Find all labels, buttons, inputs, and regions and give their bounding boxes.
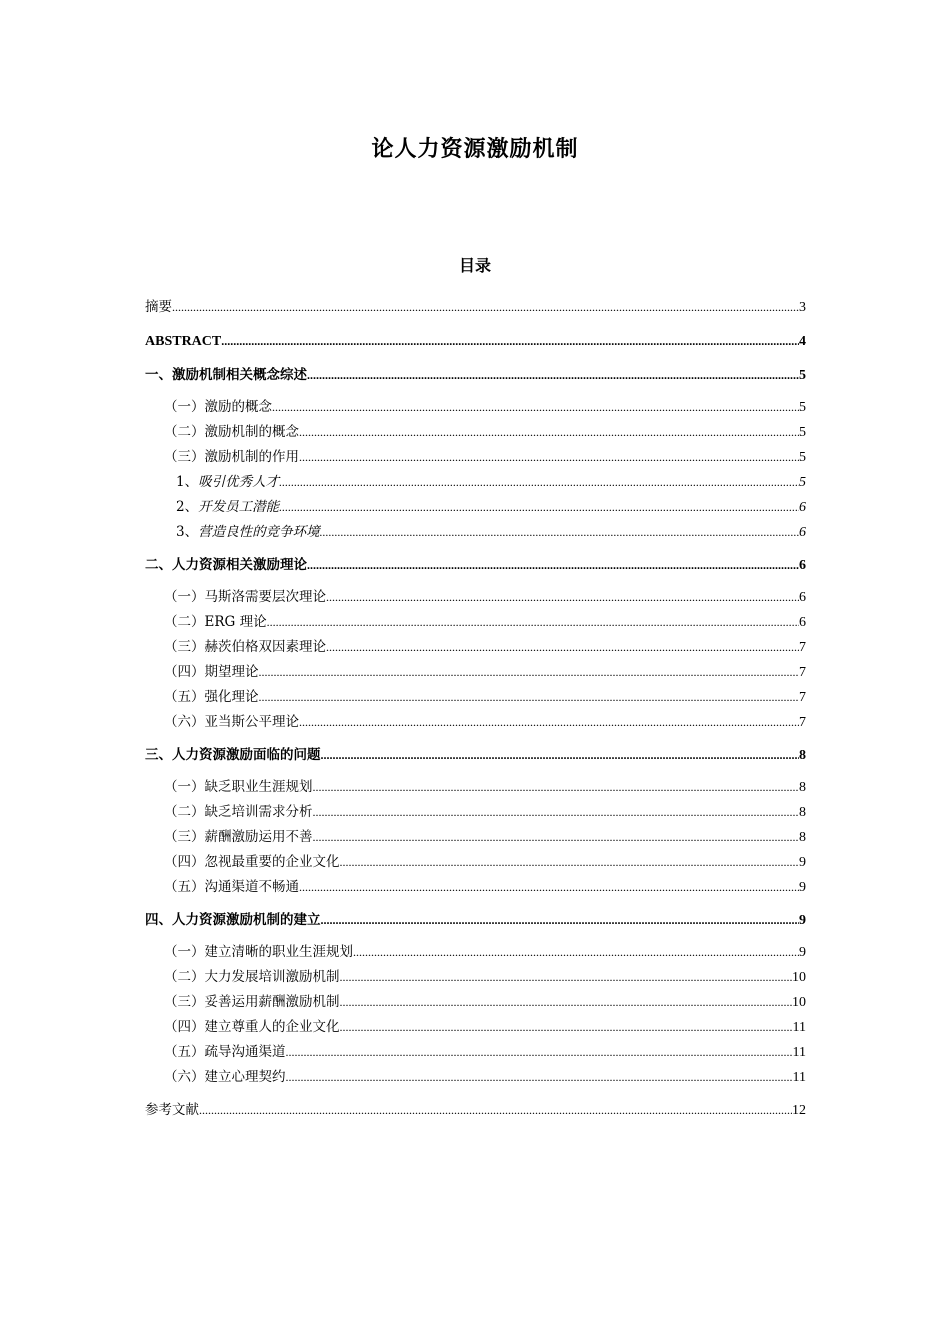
toc-entry-section[interactable]: [145, 637, 806, 662]
toc-entry-number: 3、: [176, 524, 199, 540]
toc-page-number: 6: [799, 525, 806, 540]
toc-entry-text: 一、激励机制相关概念综述: [145, 367, 307, 383]
toc-entry-subsection[interactable]: [145, 497, 806, 522]
toc-page-number: 7: [799, 665, 806, 680]
toc-page-number: 11: [792, 1020, 806, 1035]
dot-leader: [326, 587, 799, 607]
toc-entry-text: 二、人力资源相关激励理论: [145, 557, 307, 573]
toc-page-number: 11: [792, 1070, 806, 1085]
dot-leader: [340, 852, 800, 872]
toc-entry-text: （二）大力发展培训激励机制: [164, 969, 340, 985]
toc-entry-text: （二）缺乏培训需求分析: [164, 804, 313, 820]
toc-entry-abstract-en[interactable]: [145, 331, 806, 360]
toc-entry-text: ABSTRACT: [145, 334, 222, 349]
toc-entry-section[interactable]: [145, 992, 806, 1017]
dot-leader: [199, 1100, 792, 1120]
toc-heading: 目录: [458, 256, 491, 275]
toc-page-number: 8: [799, 805, 806, 820]
toc-entry-label: 吸引优秀人才: [198, 474, 280, 490]
dot-leader: [326, 637, 799, 657]
table-of-contents: [145, 297, 806, 1129]
toc-entry-number: 1、: [176, 474, 199, 490]
toc-entry-text: （三）赫茨伯格双因素理论: [164, 639, 326, 655]
toc-page-number: 9: [799, 855, 806, 870]
dot-leader: [259, 687, 800, 707]
dot-leader: [307, 365, 799, 385]
toc-entry-text: （五）疏导沟通渠道: [164, 1044, 286, 1060]
toc-entry-references[interactable]: [145, 1100, 806, 1129]
toc-entry-section[interactable]: [145, 612, 806, 637]
toc-page-number: 5: [799, 425, 806, 440]
toc-entry-label: 开发员工潜能: [198, 499, 280, 515]
dot-leader: [299, 712, 799, 732]
dot-leader: [313, 827, 800, 847]
dot-leader: [353, 942, 799, 962]
toc-page-number: 5: [799, 400, 806, 415]
dot-leader: [286, 1042, 793, 1062]
toc-entry-text: （五）强化理论: [164, 689, 259, 705]
toc-entry-text: （四）忽视最重要的企业文化: [164, 854, 340, 870]
toc-entry-text: （三）妥善运用薪酬激励机制: [164, 994, 340, 1010]
toc-page-number: 7: [799, 715, 806, 730]
toc-page-number: 10: [792, 970, 806, 985]
toc-page-number: 5: [799, 368, 806, 383]
toc-entry-chapter-2[interactable]: [145, 555, 806, 584]
dot-leader: [313, 802, 800, 822]
toc-entry-section[interactable]: [145, 1017, 806, 1042]
toc-entry-section[interactable]: [145, 1042, 806, 1067]
toc-page-number: 10: [792, 995, 806, 1010]
toc-entry-section[interactable]: [145, 712, 806, 737]
toc-entry-text: 参考文献: [145, 1102, 199, 1118]
toc-page-number: 6: [799, 615, 806, 630]
dot-leader: [172, 297, 799, 317]
toc-page-number: 11: [792, 1045, 806, 1060]
toc-page-number: 7: [799, 690, 806, 705]
toc-entry-section[interactable]: [145, 827, 806, 852]
toc-entry-label: 营造良性的竞争环境: [198, 524, 320, 540]
toc-entry-text: 四、人力资源激励机制的建立: [145, 912, 321, 928]
toc-entry-section[interactable]: [145, 877, 806, 902]
toc-entry-text: （一）马斯洛需要层次理论: [164, 589, 326, 605]
toc-page-number: 9: [799, 913, 806, 928]
toc-entry-text: （二）ERG 理论: [164, 614, 267, 630]
dot-leader: [272, 397, 799, 417]
toc-entry-section[interactable]: [145, 687, 806, 712]
dot-leader: [321, 745, 800, 765]
toc-entry-section[interactable]: [145, 397, 806, 422]
toc-entry-text: （六）建立心理契约: [164, 1069, 286, 1085]
toc-entry-abstract-cn[interactable]: [145, 297, 806, 326]
document-title: 论人力资源激励机制: [371, 137, 579, 162]
dot-leader: [320, 522, 799, 542]
dot-leader: [321, 910, 800, 930]
toc-entry-section[interactable]: [145, 447, 806, 472]
toc-entry-number: 2、: [176, 499, 199, 515]
toc-entry-text: （二）激励机制的概念: [164, 424, 299, 440]
dot-leader: [299, 422, 799, 442]
toc-page-number: 6: [799, 500, 806, 515]
dot-leader: [299, 877, 799, 897]
toc-entry-text: （一）缺乏职业生涯规划: [164, 779, 313, 795]
toc-entry-section[interactable]: [145, 1067, 806, 1092]
toc-page-number: 7: [799, 640, 806, 655]
toc-page-number: 9: [799, 945, 806, 960]
toc-page-number: 12: [792, 1103, 806, 1118]
toc-entry-section[interactable]: [145, 942, 806, 967]
toc-page-number: 4: [799, 334, 806, 349]
dot-leader: [340, 967, 793, 987]
dot-leader: [286, 1067, 793, 1087]
toc-entry-section[interactable]: [145, 587, 806, 612]
toc-entry-section[interactable]: [145, 662, 806, 687]
toc-page-number: 3: [799, 300, 806, 315]
toc-entry-text: （三）激励机制的作用: [164, 449, 299, 465]
toc-page-number: 6: [799, 590, 806, 605]
toc-entry-text: （一）建立清晰的职业生涯规划: [164, 944, 353, 960]
toc-entry-section[interactable]: [145, 777, 806, 802]
dot-leader: [299, 447, 799, 467]
toc-entry-text: （四）期望理论: [164, 664, 259, 680]
toc-entry-section[interactable]: [145, 967, 806, 992]
dot-leader: [279, 472, 799, 492]
toc-entry-text: （六）亚当斯公平理论: [164, 714, 299, 730]
dot-leader: [279, 497, 799, 517]
toc-entry-text: 三、人力资源激励面临的问题: [145, 747, 321, 763]
toc-entry-section[interactable]: [145, 852, 806, 877]
toc-entry-text: 摘要: [145, 299, 172, 315]
dot-leader: [340, 992, 793, 1012]
toc-page-number: 9: [799, 880, 806, 895]
toc-page-number: 8: [799, 780, 806, 795]
toc-page-number: 6: [799, 558, 806, 573]
toc-page-number: 5: [799, 475, 806, 490]
dot-leader: [307, 555, 799, 575]
toc-entry-text: （三）薪酬激励运用不善: [164, 829, 313, 845]
dot-leader: [313, 777, 800, 797]
toc-page-number: 8: [799, 830, 806, 845]
toc-entry-chapter-4[interactable]: [145, 910, 806, 939]
toc-entry-section[interactable]: [145, 802, 806, 827]
toc-entry-section[interactable]: [145, 422, 806, 447]
toc-entry-chapter-1[interactable]: [145, 365, 806, 394]
dot-leader: [267, 612, 799, 632]
toc-entry-text: [176, 497, 279, 517]
toc-entry-text: [176, 472, 279, 492]
toc-entry-text: （五）沟通渠道不畅通: [164, 879, 299, 895]
toc-entry-text: [176, 522, 320, 542]
toc-page-number: 8: [799, 748, 806, 763]
toc-entry-subsection[interactable]: [145, 522, 806, 547]
toc-entry-text: （一）激励的概念: [164, 399, 272, 415]
toc-page-number: 5: [799, 450, 806, 465]
dot-leader: [259, 662, 800, 682]
toc-entry-subsection[interactable]: [145, 472, 806, 497]
dot-leader: [221, 331, 799, 351]
toc-entry-text: （四）建立尊重人的企业文化: [164, 1019, 340, 1035]
toc-entry-chapter-3[interactable]: [145, 745, 806, 774]
dot-leader: [340, 1017, 793, 1037]
